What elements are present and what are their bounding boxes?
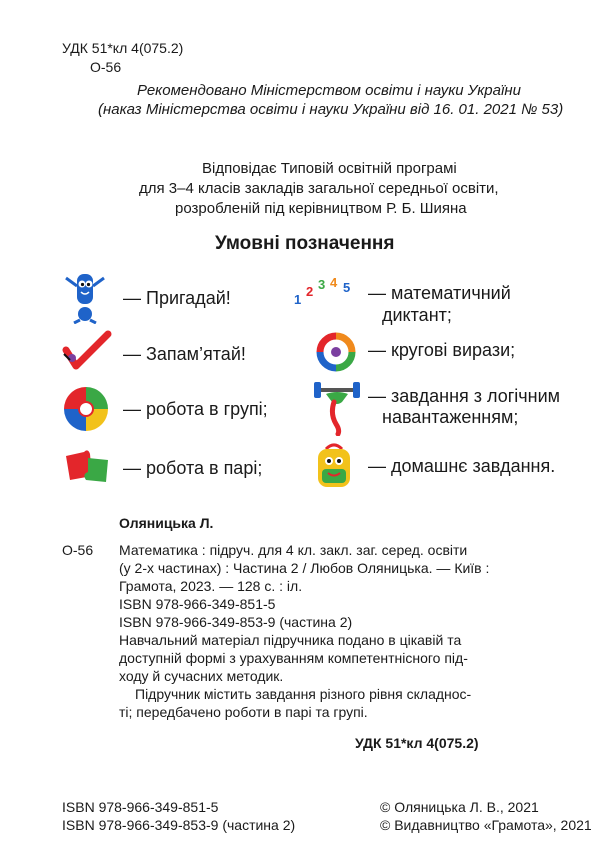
order-line: (наказ Міністерства освіти і науки України від 16. 01. 2021 № 53) [98,101,564,118]
program-line-2: для 3–4 класів закладів загальної середньої освіти, [139,180,499,197]
recommendation-line: Рекомендовано Міністерством освіти і науки України [137,82,521,99]
digits-icon [290,274,360,310]
catalog-desc-2: доступній формі з урахуванням компетентнісного під- [119,650,468,666]
puzzle-group-icon [62,385,110,433]
exclamation-character-icon [60,272,110,324]
legend-dictation-1: — математичний [368,283,511,303]
legend-logic-2: навантаженням; [382,407,519,427]
catalog-line-2: (у 2-х частинах) : Частина 2 / Любов Оляницька. — Київ : [119,560,490,576]
legend-logic-1: — завдання з логічним [368,386,561,406]
legend-memorize: — Запам’ятай! [123,344,246,364]
catalog-udk: УДК 51*кл 4(075.2) [355,735,479,751]
footer-isbn-2: ISBN 978-966-349-853-9 (частина 2) [62,817,296,833]
catalog-desc-4: Підручник містить завдання різного рівня складнос- [135,686,472,702]
footer-isbn-1: ISBN 978-966-349-851-5 [62,799,219,815]
legend-title: Умовні позначення [215,233,395,254]
program-line-3: розробленій під керівництвом Р. Б. Шияна [175,200,467,217]
catalog-desc-3: ходу й сучасних методик. [119,668,284,684]
legend-remember: — Пригадай! [123,288,231,308]
digit-1: 1 [294,292,302,307]
legend-group-work: — робота в групі; [123,399,268,419]
checkmark-icon [62,330,112,372]
digit-4: 4 [330,275,338,290]
catalog-code: О-56 [62,542,94,558]
header-code: О-56 [90,59,122,75]
catalog-author: Оляницька Л. [119,515,214,531]
footer-copyright-publisher: © Видавництво «Грамота», 2021 [380,817,592,833]
dumbbell-character-icon [312,380,362,436]
legend-circular-expressions: — кругові вирази; [368,340,516,360]
legend-homework: — домашнє завдання. [368,456,556,476]
catalog-line-1: Математика : підруч. для 4 кл. закл. заг. серед. освіти [119,542,468,558]
digit-5: 5 [343,280,351,295]
catalog-isbn-2: ISBN 978-966-349-853-9 (частина 2) [119,614,353,630]
legend-pair-work: — робота в парі; [123,458,263,478]
puzzle-pair-icon [62,446,112,486]
footer-copyright-author: © Оляницька Л. В., 2021 [380,799,539,815]
digit-3: 3 [318,277,326,292]
header-udk: УДК 51*кл 4(075.2) [62,40,184,56]
catalog-desc-5: ті; передбачено роботи в парі та групі. [119,704,368,720]
backpack-icon [312,441,356,491]
legend-dictation-2: диктант; [382,305,452,325]
catalog-line-3: Грамота, 2023. — 128 с. : іл. [119,578,303,594]
catalog-isbn-1: ISBN 978-966-349-851-5 [119,596,276,612]
catalog-desc-1: Навчальний матеріал підручника подано в цікавій та [119,632,462,648]
circular-arrows-icon [314,332,358,372]
digit-2: 2 [306,284,314,299]
program-line-1: Відповідає Типовій освітній програмі [202,160,457,177]
